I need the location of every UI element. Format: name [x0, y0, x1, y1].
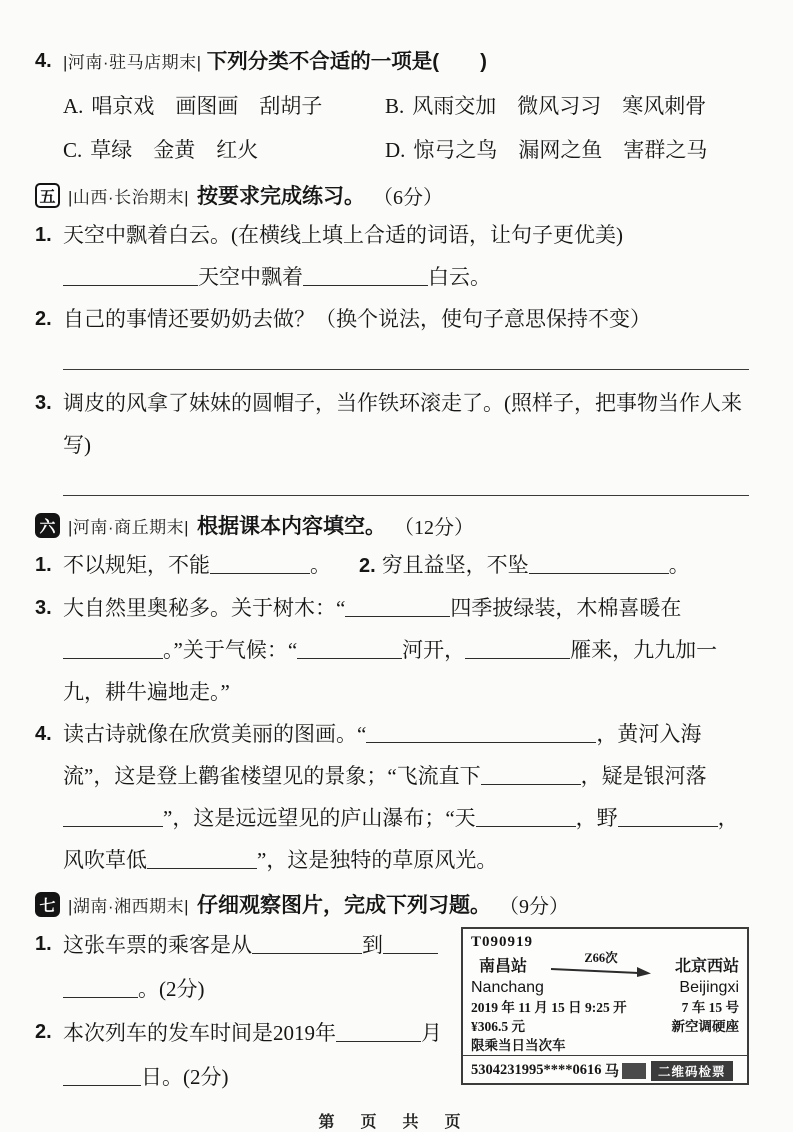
question-number: 1.: [35, 224, 52, 246]
option-label: B.: [385, 94, 405, 118]
section-number-badge: 六: [35, 513, 60, 538]
answer-blank: [147, 855, 257, 869]
answer-blank: [366, 729, 596, 743]
question-text: 大自然里奥秘多。关于树木：“: [63, 596, 346, 620]
question-4: [35, 40, 749, 84]
question-number: 2.: [359, 555, 376, 577]
question-text: ”，这是远远望见的庐山瀑布；“天: [163, 806, 476, 830]
question-6-3: [35, 587, 749, 713]
question-text: ，黄河入海流”，这是登上鹳雀楼望见的景象；“飞流直下: [63, 722, 702, 788]
option-label: D.: [385, 138, 406, 162]
option-text: 草绿 金黄 红火: [90, 138, 259, 162]
question-text: 。”关于气候：“: [163, 638, 298, 662]
answer-blank: [252, 940, 362, 954]
ticket-route: [471, 952, 739, 977]
exam-source-tag: |河南·商丘期末|: [68, 517, 189, 537]
exam-source-tag: |河南·驻马店期末|: [63, 53, 202, 72]
question-text: ，疑是银河落: [580, 764, 707, 788]
departure-station-en: Nanchang: [471, 979, 544, 996]
answer-blank: [481, 771, 581, 785]
question-number: 2.: [35, 308, 52, 330]
answer-blank: [63, 984, 138, 998]
question-text: 读古诗就像在欣赏美丽的图画。“: [63, 722, 367, 746]
question-5-3: [35, 382, 749, 466]
question-text: 这张车票的乘客是从: [63, 933, 252, 957]
question-number: 4.: [35, 50, 52, 72]
question-7-2: [35, 1011, 461, 1055]
option-label: A.: [63, 94, 84, 118]
question-text: 到: [362, 933, 383, 957]
question-number: 3.: [35, 597, 52, 619]
passenger-id: 5304231995****0616: [471, 1062, 602, 1078]
qr-check-badge: 二维码检票: [651, 1061, 733, 1081]
question-text: 穷且益坚，不坠: [381, 553, 529, 577]
question-number: 1.: [35, 933, 52, 955]
choice-options: [63, 84, 749, 172]
option-c: [63, 128, 385, 172]
answer-line: [63, 466, 749, 496]
ticket-code: T090919: [471, 934, 534, 950]
exam-source-tag: |山西·长治期末|: [68, 187, 189, 207]
answer-blank: [529, 560, 669, 574]
question-text: 天空中飘着白云。(在横线上填上合适的词语，让句子更优美): [63, 223, 623, 247]
section-score: （12分）: [394, 516, 474, 539]
passenger-name: 马: [604, 1064, 619, 1080]
answer-blank: [297, 645, 402, 659]
question-text: 。(2分): [138, 977, 205, 1001]
section-7-body: [35, 923, 749, 1099]
answer-blank: [618, 813, 718, 827]
seat-number: 7 车 15 号: [681, 1000, 739, 1015]
option-text: 惊弓之鸟 漏网之鱼 害群之马: [413, 138, 708, 162]
question-stem: 下列分类不合适的一项是( ): [206, 50, 487, 73]
question-text: 河开，: [402, 638, 466, 662]
question-text: 。: [668, 553, 690, 577]
question-7-2-line2: [63, 1055, 461, 1099]
option-text: 唱京戏 画图画 刮胡子: [91, 94, 323, 118]
ticket-datetime-row: [471, 998, 739, 1017]
section-number-badge: 七: [35, 892, 60, 917]
section-score: （6分）: [373, 186, 443, 209]
answer-blank: [345, 603, 450, 617]
question-text: ，野: [575, 806, 618, 830]
section-5-header: [35, 178, 749, 212]
answer-blank: [63, 1072, 141, 1086]
answer-blank: [476, 813, 576, 827]
ticket-datetime: 2019 年 11 月 15 日 9:25 开: [471, 1000, 627, 1015]
section-7-header: [35, 887, 749, 921]
section-6-header: [35, 508, 749, 542]
question-text: 调皮的风拿了妹妹的圆帽子，当作铁环滚走了。(照样子，把事物当作人来写): [63, 391, 742, 457]
section-title: 按要求完成练习。: [197, 185, 365, 208]
page-footer: 第 页 共 页: [318, 1114, 466, 1131]
option-label: C.: [63, 138, 83, 162]
question-text: 四季披绿装，木棉喜暖在: [450, 596, 682, 620]
section-score: （9分）: [499, 895, 569, 918]
arrival-station-cn: 北京西站: [674, 958, 739, 975]
ticket-price-row: [471, 1017, 739, 1036]
ticket-note: 限乘当日当次车: [471, 1038, 566, 1053]
arrival-station-en: Beijingxi: [679, 979, 739, 996]
question-text: 雁来，九九加一九，耕牛遍地走。”: [63, 638, 718, 704]
question-text: 自己的事情还要奶奶去做？（换个说法，使句子意思保持不变）: [63, 307, 651, 331]
question-number: 4.: [35, 723, 52, 745]
answer-blank: [63, 272, 198, 286]
fill-text: 天空中飘着: [198, 265, 303, 289]
question-number: 3.: [35, 392, 52, 414]
question-text: 月: [421, 1021, 442, 1045]
answer-blank: [303, 272, 428, 286]
option-text: 风雨交加 微风习习 寒风刺骨: [412, 94, 707, 118]
train-number: [549, 952, 653, 977]
question-text: 本次列车的发车时间是2019年: [63, 1021, 336, 1045]
answer-line: [63, 340, 749, 370]
question-text: ”，这是独特的草原风光。: [257, 848, 498, 872]
question-text: 日。(2分): [141, 1065, 229, 1089]
seat-class: 新空调硬座: [671, 1019, 739, 1034]
question-text: ，风吹草低: [63, 806, 739, 872]
ticket-price: ¥306.5 元: [471, 1019, 525, 1034]
section-title: 仔细观察图片，完成下列习题。: [197, 894, 491, 917]
answer-blank: [336, 1028, 421, 1042]
question-text: 不以规矩，不能: [63, 553, 210, 577]
answer-blank: [383, 940, 438, 954]
section-title: 根据课本内容填空。: [197, 515, 386, 538]
redacted-name-block: [622, 1063, 646, 1079]
answer-blank: [465, 645, 570, 659]
option-b: [385, 84, 749, 128]
route-arrow-icon: [549, 965, 653, 977]
question-6-1-2: [35, 544, 749, 587]
question-text: 。: [310, 553, 331, 577]
answer-blank: [210, 560, 310, 574]
question-6-4: [35, 713, 749, 881]
fill-text: 白云。: [428, 265, 491, 289]
question-number: 2.: [35, 1021, 52, 1043]
section-number-badge: 五: [35, 183, 60, 208]
ticket-route-en: [471, 977, 739, 998]
question-5-2: [35, 298, 749, 340]
fill-in-line: [63, 256, 749, 298]
answer-blank: [63, 645, 163, 659]
train-ticket: [461, 927, 749, 1085]
answer-blank: [63, 813, 163, 827]
departure-station-cn: 南昌站: [479, 958, 528, 975]
option-a: [63, 84, 385, 128]
question-7-1-line2: [63, 967, 461, 1011]
train-number-label: Z66次: [584, 951, 618, 965]
question-7-1: [35, 923, 461, 967]
question-5-1: [35, 214, 749, 256]
option-d: [385, 128, 749, 172]
ticket-id-row: [463, 1055, 747, 1085]
question-number: 1.: [35, 554, 52, 576]
section-7-questions: [35, 923, 461, 1099]
exam-source-tag: |湖南·湘西期末|: [68, 896, 189, 916]
